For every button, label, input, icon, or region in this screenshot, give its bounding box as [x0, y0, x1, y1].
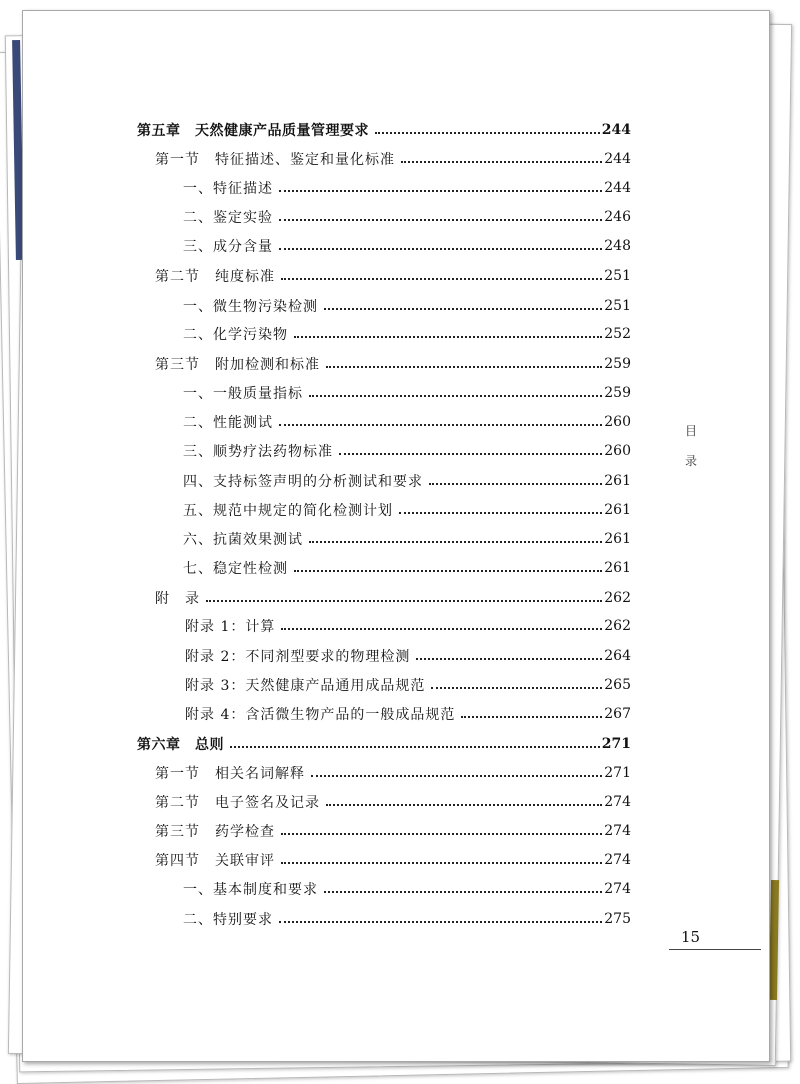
toc-entry-title: 附录 1：计算 — [185, 619, 276, 635]
toc-entry-page: 252 — [604, 326, 631, 342]
toc-entry[interactable] — [183, 908, 631, 930]
side-heading — [683, 416, 699, 476]
toc-entry-title: 二、特别要求 — [183, 912, 273, 928]
toc-entry-title: 五、规范中规定的简化检测计划 — [183, 503, 393, 519]
toc-entry-title: 六、抗菌效果测试 — [183, 532, 303, 548]
toc-entry-page: 262 — [604, 590, 631, 606]
toc-entry[interactable] — [183, 411, 631, 433]
toc-leader-dots — [401, 147, 602, 163]
toc-entry-page: 274 — [604, 852, 631, 868]
toc-entry-page: 265 — [604, 677, 631, 693]
toc-entry-title: 二、性能测试 — [183, 415, 273, 431]
toc-entry-title: 第三节 药学检查 — [155, 824, 275, 840]
toc-entry[interactable] — [183, 235, 631, 257]
toc-entry-page: 261 — [604, 560, 631, 576]
toc-leader-dots — [279, 907, 602, 923]
toc-entry-page: 264 — [604, 648, 631, 664]
toc-leader-dots — [294, 556, 602, 572]
toc-entry-page: 261 — [604, 502, 631, 518]
toc-leader-dots — [279, 410, 602, 426]
toc-entry-page: 271 — [604, 765, 631, 781]
toc-entry-title: 第五章 天然健康产品质量管理要求 — [137, 123, 369, 139]
toc-entry-page: 244 — [604, 180, 631, 196]
toc-entry-page: 274 — [604, 794, 631, 810]
toc-entry[interactable] — [183, 323, 631, 345]
toc-entry[interactable] — [155, 265, 631, 287]
toc-leader-dots — [279, 205, 602, 221]
toc-entry-page: 261 — [604, 531, 631, 547]
toc-leader-dots — [281, 819, 602, 835]
toc-entry-page: 261 — [604, 473, 631, 489]
toc-entry[interactable] — [183, 177, 631, 199]
toc-entry-title: 一、微生物污染检测 — [183, 299, 318, 315]
toc-entry-title: 第六章 总则 — [137, 737, 224, 753]
toc-entry[interactable] — [183, 470, 631, 492]
toc-leader-dots — [416, 644, 602, 660]
toc-entry-page: 244 — [604, 151, 631, 167]
toc-entry[interactable] — [183, 878, 631, 900]
document-page — [22, 10, 770, 1062]
toc-leader-dots — [324, 294, 602, 310]
toc-entry-title: 第二节 电子签名及记录 — [155, 795, 320, 811]
toc-leader-dots — [279, 176, 602, 192]
toc-leader-dots — [311, 761, 602, 777]
toc-entry[interactable] — [185, 615, 631, 637]
toc-entry-title: 附 录 — [155, 591, 200, 607]
toc-entry[interactable] — [185, 703, 631, 725]
toc-leader-dots — [326, 352, 602, 368]
toc-entry[interactable] — [155, 820, 631, 842]
toc-entry-page: 259 — [604, 356, 631, 372]
toc-entry[interactable] — [183, 295, 631, 317]
toc-entry-page: 274 — [604, 881, 631, 897]
toc-entry-page: 260 — [604, 443, 631, 459]
toc-leader-dots — [279, 234, 602, 250]
toc-entry-title: 第三节 附加检测和标准 — [155, 357, 320, 373]
toc-entry-title: 第二节 纯度标准 — [155, 269, 275, 285]
toc-entry[interactable] — [183, 557, 631, 579]
toc-leader-dots — [461, 702, 602, 718]
toc-leader-dots — [375, 118, 600, 134]
toc-leader-dots — [309, 527, 602, 543]
toc-entry-title: 附录 4：含活微生物产品的一般成品规范 — [185, 707, 456, 723]
toc-entry[interactable] — [155, 353, 631, 375]
side-heading-char: 目 — [684, 424, 697, 438]
toc-leader-dots — [281, 848, 602, 864]
toc-entry-title: 三、成分含量 — [183, 239, 273, 255]
toc-entry-page: 244 — [601, 122, 631, 138]
toc-leader-dots — [431, 673, 602, 689]
toc-entry[interactable] — [137, 733, 631, 755]
toc-leader-dots — [206, 586, 602, 602]
toc-entry-title: 一、特征描述 — [183, 181, 273, 197]
toc-leader-dots — [429, 469, 602, 485]
toc-entry-title: 第四节 关联审评 — [155, 853, 275, 869]
toc-entry[interactable] — [155, 587, 631, 609]
toc-entry-title: 七、稳定性检测 — [183, 561, 288, 577]
footer-rule — [669, 949, 761, 950]
toc-entry[interactable] — [155, 791, 631, 813]
toc-entry[interactable] — [137, 119, 631, 141]
toc-leader-dots — [339, 439, 602, 455]
toc-entry[interactable] — [185, 674, 631, 696]
toc-entry-title: 一、基本制度和要求 — [183, 882, 318, 898]
table-of-contents — [23, 11, 769, 1061]
toc-entry[interactable] — [185, 645, 631, 667]
toc-entry-page: 267 — [604, 706, 631, 722]
toc-entry-page: 274 — [604, 823, 631, 839]
toc-entry[interactable] — [183, 528, 631, 550]
toc-entry-title: 一、一般质量指标 — [183, 386, 303, 402]
toc-entry-title: 二、鉴定实验 — [183, 210, 273, 226]
toc-entry-page: 251 — [604, 268, 631, 284]
toc-entry-title: 第一节 特征描述、鉴定和量化标准 — [155, 152, 395, 168]
toc-entry-page: 246 — [604, 209, 631, 225]
toc-entry[interactable] — [183, 499, 631, 521]
toc-entry-page: 260 — [604, 414, 631, 430]
toc-leader-dots — [294, 322, 602, 338]
toc-entry-page: 248 — [604, 238, 631, 254]
toc-leader-dots — [309, 381, 602, 397]
toc-leader-dots — [326, 790, 602, 806]
toc-entry[interactable] — [155, 849, 631, 871]
side-heading-char: 录 — [684, 454, 697, 468]
toc-leader-dots — [399, 498, 602, 514]
toc-entry-page: 275 — [604, 911, 631, 927]
toc-entry[interactable] — [155, 762, 631, 784]
page-number: 15 — [681, 928, 701, 946]
toc-entry[interactable] — [183, 206, 631, 228]
toc-leader-dots — [324, 877, 602, 893]
toc-entry-title: 四、支持标签声明的分析测试和要求 — [183, 474, 423, 490]
toc-entry-title: 第一节 相关名词解释 — [155, 766, 305, 782]
toc-entry-title: 三、顺势疗法药物标准 — [183, 444, 333, 460]
toc-leader-dots — [230, 732, 600, 748]
toc-entry-title: 附录 3：天然健康产品通用成品规范 — [185, 678, 426, 694]
toc-entry-title: 附录 2：不同剂型要求的物理检测 — [185, 649, 411, 665]
toc-entry-page: 259 — [604, 385, 631, 401]
toc-leader-dots — [281, 264, 602, 280]
toc-entry-page: 251 — [604, 298, 631, 314]
toc-entry-title: 二、化学污染物 — [183, 327, 288, 343]
toc-entry[interactable] — [183, 440, 631, 462]
toc-entry[interactable] — [183, 382, 631, 404]
toc-leader-dots — [281, 614, 602, 630]
toc-entry-page: 271 — [601, 736, 631, 752]
toc-entry-page: 262 — [604, 618, 631, 634]
toc-entry[interactable] — [155, 148, 631, 170]
